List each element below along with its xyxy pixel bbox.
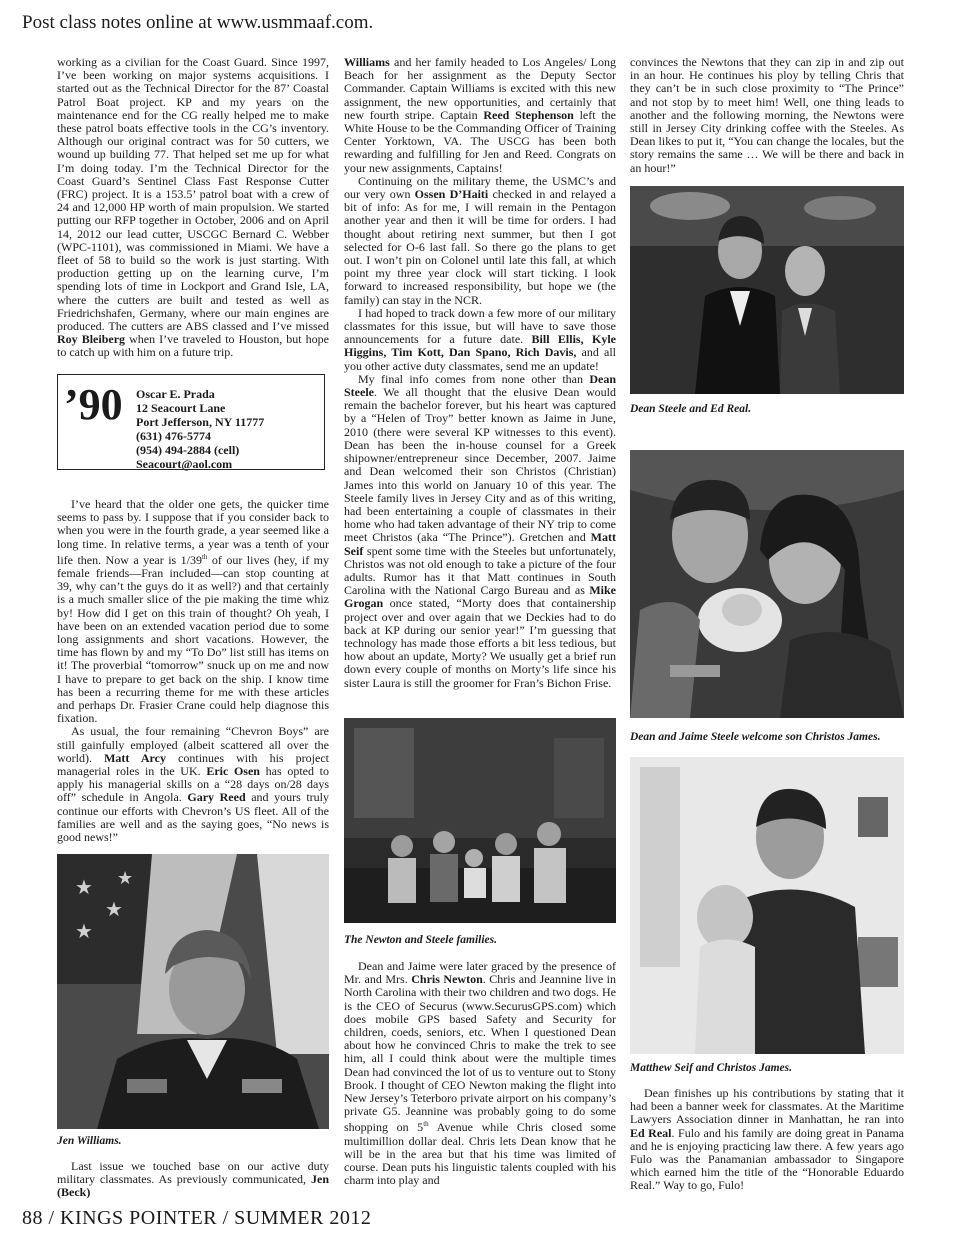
page-header: Post class notes online at www.usmmaaf.com. [22,12,374,33]
col2-paragraph-2: Continuing on the military theme, the USMC’s and our very own Ossen D’Haiti checked in and relayed a bit of info: As for me, I will remain in the Pentagon another year and then it will be time for orders. I had thought about retiring next summer, but then I got selected for O-6 last fall. So there go the plans to get out. I won’t pin on Colonel until late this fall, at which point my three year clock will start ticking. I look forward to increased responsibility, but hope we (the family) can stay in the NCR. [344,173,616,307]
newton-steele-image [344,718,616,923]
column-2 [344,56,616,690]
col3-paragraph-1: convinces the Newtons that they can zip in and zip out in an hour. He continues his ploy by telling Chris that they can’t be in such close proximity to “The Prince” and not stop by to meet him! Well, one thing leads to another and the following morning, the Newtons were still in Jersey City drinking coffee with the Steeles. As Dean likes to put it, “You can change the locales, but the story remains the same … We will be there and back in an hour!” [630,55,904,175]
column-3-lower [630,1087,904,1193]
class-year: ’90 [64,380,123,429]
caption-jen-williams: Jen Williams. [57,1135,122,1147]
col1-paragraph-4: Last issue we touched base on our active duty military classmates. As previously communicated, Jen (Beck) [57,1159,329,1200]
svg-text:★: ★ [105,899,123,921]
col1-paragraph-2: I’ve heard that the older one gets, the quicker time seems to pass by. I suppose that if you consider back to when you were in the fourth grade, a year seemed like a long time. In relative terms, a year was a tenth of your life then. Now a year is 1/39th of our lives (hey, if my female friends—Fran included—can stop counting at 39, why can’t the guys do it as well?) and that certainly is a much smaller slice of the pie making the time whiz by! How did I get on this train of thought? Oh yeah, I have been on an extended vacation period due to some long assignments and short vacations. However, the time has flown by and my “To Do” list still has items on it! The proverbial “tomorrow” snuck up on me and now I have to prepare to get back on the ship. I know time has been a recurring theme for me with these articles and perhaps Dr. Frasier Crane could help diagnose this fixation. [57,497,329,726]
christos-family-image [630,450,904,718]
class-secretary-address [136,387,264,471]
matthew-christos-image [630,757,904,1054]
col2-paragraph-4: My final info comes from none other than Dean Steele. We all thought that the elusive Dean would remain the bachelor forever, but his heart was captured by a “Helen of Troy” better known as Jaime in June, 2010 (there were several KP witnesses to this event). Dean has been the in-house counsel for a Greek shipowner/entrepreneur since December, 2007. Jaime and Dean welcomed their son Christos (Christian) James into this world on January 10 of this year. The Steele family lives in Jersey City and as of this writing, had been entertaining a couple of classmates in their home who had taken advantage of their NY trip to come meet Christos (aka “The Prince”). Gretchen and Matt Seif spent some time with the Steeles but unfortunately, Christos was not old enough to take a picture of the four adults. Rumor has it that Matt continues in South Carolina with the National Cargo Bureau and as Mike Grogan once stated, “Morty does that containership project over and over again that we Deckies had to do back at KP during our senior year!” I’m guessing that technology has made those efforts a bit less tedious, but how about an update, Morty? We usually get a brief run down every couple of months on Morty’s life since his sister Laura is still the groomer for Fran’s Bichon Frise. [344,371,616,690]
column-1 [57,56,329,360]
jen-williams-photo [57,854,329,1129]
page-footer: 88 / KINGS POINTER / SUMMER 2012 [22,1207,372,1229]
column-2-lower [344,960,616,1187]
column-1-lower [57,498,329,844]
jen-williams-image [57,854,329,1129]
col2-paragraph-1: Williams and her family headed to Los Angeles/ Long Beach for her assignment as the Deputy Sector Commander. Captain Williams is excited with this new assignment, the new opportunities, and certainly that new fourth stripe. Captain Reed Stephenson left the White House to be the Commanding Officer of Training Center Yorktown, VA. The USCG has been both rewarding and fulfilling for Jen and Reed. Congrats on your new assignments, Captains! [344,55,616,175]
column-1-bottom [57,1160,329,1200]
christos-family-photo [630,450,904,718]
caption-newton-steele: The Newton and Steele families. [344,934,498,946]
col1-paragraph-3: As usual, the four remaining “Chevron Boys” are still gainfully employed (albeit scattered all over the world). Matt Arcy continues with his project managerial roles in the UK. Eric Osen has opted to apply his managerial skills on a “28 days on/28 days off” schedule in Angola. Gary Reed and yours truly continue our efforts with Chevron’s US fleet. All of the families are well and as the saying goes, “No news is good news!” [57,724,330,845]
secretary-city: Port Jefferson, NY 11777 [136,415,265,429]
secretary-street: 12 Seacourt Lane [136,401,226,415]
col2-paragraph-3: I had hoped to track down a few more of our military classmates for this issue, but will have to save those announcements for a future date. Bill Ellis, Kyle Higgins, Tim Kott, Dan Spano, Rich Davis, and all you other active duty classmates, send me an update! [344,305,616,373]
matthew-christos-photo [630,757,904,1054]
svg-text:★: ★ [75,877,93,899]
svg-text:★: ★ [117,868,134,888]
col1-paragraph-1: working as a civilian for the Coast Guard. Since 1997, I’ve been working on major systems acquisitions. I started out as the Technical Director for the 87’ Coastal Patrol Boat project. KP and my years on the maintenance end for the CG really helped me to make these patrol boats effective tools in the CG’s inventory. Although our original contract was for 50 cutters, we wound up building 77. That helped set me up for what I’m doing today. I’m the Technical Director for the Coast Guard’s Sentinel Class Fast Response Cutter (FRC) project. It is a 153.5’ patrol boat with a crew of 24 and 12,000 HP worth of main propulsion. We started putting our RFP together in October, 2006 and on April 14, 2012 our lead cutter, USCGC Bernard C. Webber (WPC-1101), was commissioned in Miami. We have a fleet of 58 to build so the work is just starting. With production getting up on the learning curve, I’m spending lots of time in Lockport and Grand Isle, LA, where the cutters are built and tested as well as Friedrichshafen, Germany, where our main engines are produced. The cutters are ABS classed and I’ve missed Roy Bleiberg when I’ve traveled to Houston, but hope to catch up with him on a future trip. [57,55,329,360]
col2-paragraph-5: Dean and Jaime were later graced by the presence of Mr. and Mrs. Chris Newton. Chris and Jeannine live in North Carolina with their two children and two dogs. He is the CEO of Securus (www.SecurusGPS.com) which does mobile GPS based Safety and Security for children, coeds, seniors, etc. When I questioned Dean about how he convinced Chris to make the trek to see him, all I could think about were the multiple times Dean had convinced the lot of us to venture out to Stony Brook. I thought of CEO Newton making the flight into New Jersey’s Teterboro private airport on his company’s private G5. Jeannine was probably going to do some shopping on 5th Avenue while Chris closed some multimillion dollar deal. Chris lets Dean know that he will be in the area but that his time was limited of course. Dean puts his linguistic talents coupled with his charm into play and [344,959,617,1188]
caption-dean-ed: Dean Steele and Ed Real. [630,403,752,415]
newton-steele-families-photo [344,718,616,923]
secretary-phone: (631) 476-5774 [136,429,211,443]
secretary-cell: (954) 494-2884 (cell) [136,443,240,457]
dean-ed-photo [630,186,904,394]
svg-text:★: ★ [75,921,93,943]
column-3 [630,56,904,175]
class-contact-box [57,374,325,470]
caption-matthew: Matthew Seif and Christos James. [630,1062,792,1074]
caption-christos: Dean and Jaime Steele welcome son Christos James. [630,731,881,743]
secretary-name: Oscar E. Prada [136,387,215,401]
secretary-email: Seacourt@aol.com [136,457,233,471]
dean-ed-image [630,186,904,394]
col3-paragraph-2: Dean finishes up his contributions by stating that it had been a banner week for classmates. At the Maritime Lawyers Association dinner in Manhattan, he ran into Ed Real. Fulo and his family are doing great in Panama and he is enjoying practicing law there. A few years ago Fulo was the Panamanian ambassador to Singapore which earned him the title of the “Honorable Eduardo Real.” Way to go, Fulo! [630,1086,904,1193]
